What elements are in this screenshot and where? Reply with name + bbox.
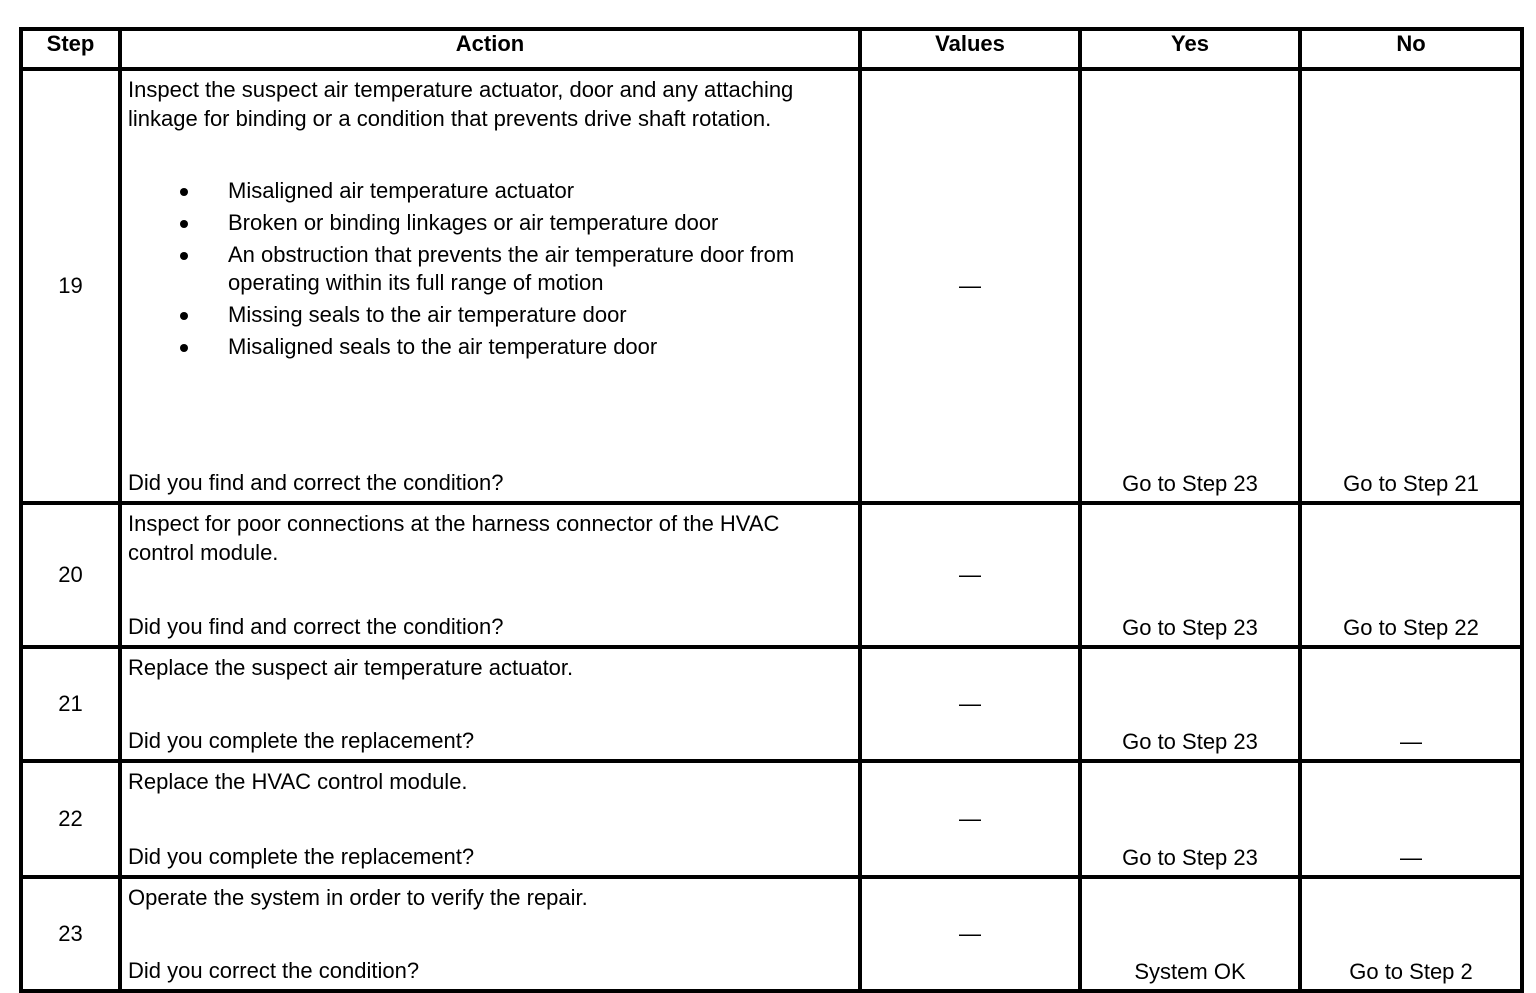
action-cell (120, 877, 860, 991)
action-question: Did you find and correct the condition? (128, 470, 504, 495)
values-cell: — (860, 69, 1080, 503)
no-cell: Go to Step 22 (1300, 503, 1522, 647)
yes-cell: Go to Step 23 (1080, 647, 1300, 761)
values-cell: — (860, 761, 1080, 877)
table-row (21, 877, 1522, 991)
table-row (21, 503, 1522, 647)
action-question: Did you find and correct the condition? (128, 614, 504, 639)
action-cell (120, 647, 860, 761)
step-number: 22 (21, 761, 120, 877)
action-text: Operate the system in order to verify the repair. (128, 885, 588, 910)
list-item: An obstruction that prevents the air temperature door from operating within its full range of motion (128, 241, 852, 297)
yes-cell: Go to Step 23 (1080, 69, 1300, 503)
table-header-row (21, 29, 1522, 69)
action-cell (120, 503, 860, 647)
action-question: Did you complete the replacement? (128, 844, 475, 869)
step-number: 23 (21, 877, 120, 991)
values-cell: — (860, 647, 1080, 761)
yes-cell: System OK (1080, 877, 1300, 991)
step-number: 19 (21, 69, 120, 503)
action-question: Did you complete the replacement? (128, 728, 475, 753)
table-row (21, 69, 1522, 503)
action-text: Replace the HVAC control module. (128, 769, 468, 794)
condition-list (128, 177, 852, 361)
header-no: No (1300, 29, 1522, 69)
list-item: Misaligned air temperature actuator (128, 177, 852, 205)
table-row (21, 647, 1522, 761)
bullet-icon (180, 220, 188, 228)
list-item: Misaligned seals to the air temperature door (128, 333, 852, 361)
action-cell (120, 761, 860, 877)
list-item: Missing seals to the air temperature door (128, 301, 852, 329)
no-cell: — (1300, 761, 1522, 877)
yes-cell: Go to Step 23 (1080, 761, 1300, 877)
step-number: 21 (21, 647, 120, 761)
no-cell: Go to Step 21 (1300, 69, 1522, 503)
header-step: Step (21, 29, 120, 69)
yes-cell: Go to Step 23 (1080, 503, 1300, 647)
no-cell: Go to Step 2 (1300, 877, 1522, 991)
bullet-icon (180, 252, 188, 260)
bullet-icon (180, 312, 188, 320)
action-cell (120, 69, 860, 503)
list-item: Broken or binding linkages or air temperature door (128, 209, 852, 237)
values-cell: — (860, 503, 1080, 647)
no-cell: — (1300, 647, 1522, 761)
header-yes: Yes (1080, 29, 1300, 69)
diagnostic-procedure-table (19, 27, 1524, 993)
step-number: 20 (21, 503, 120, 647)
header-action: Action (120, 29, 860, 69)
table-row (21, 761, 1522, 877)
header-values: Values (860, 29, 1080, 69)
values-cell: — (860, 877, 1080, 991)
action-text: Inspect the suspect air temperature actuator, door and any attaching linkage for binding or a condition that prevents drive shaft rotation. (128, 77, 794, 131)
bullet-icon (180, 188, 188, 196)
action-question: Did you correct the condition? (128, 958, 420, 983)
action-text: Inspect for poor connections at the harness connector of the HVAC control module. (128, 511, 780, 565)
action-text: Replace the suspect air temperature actuator. (128, 655, 574, 680)
bullet-icon (180, 344, 188, 352)
